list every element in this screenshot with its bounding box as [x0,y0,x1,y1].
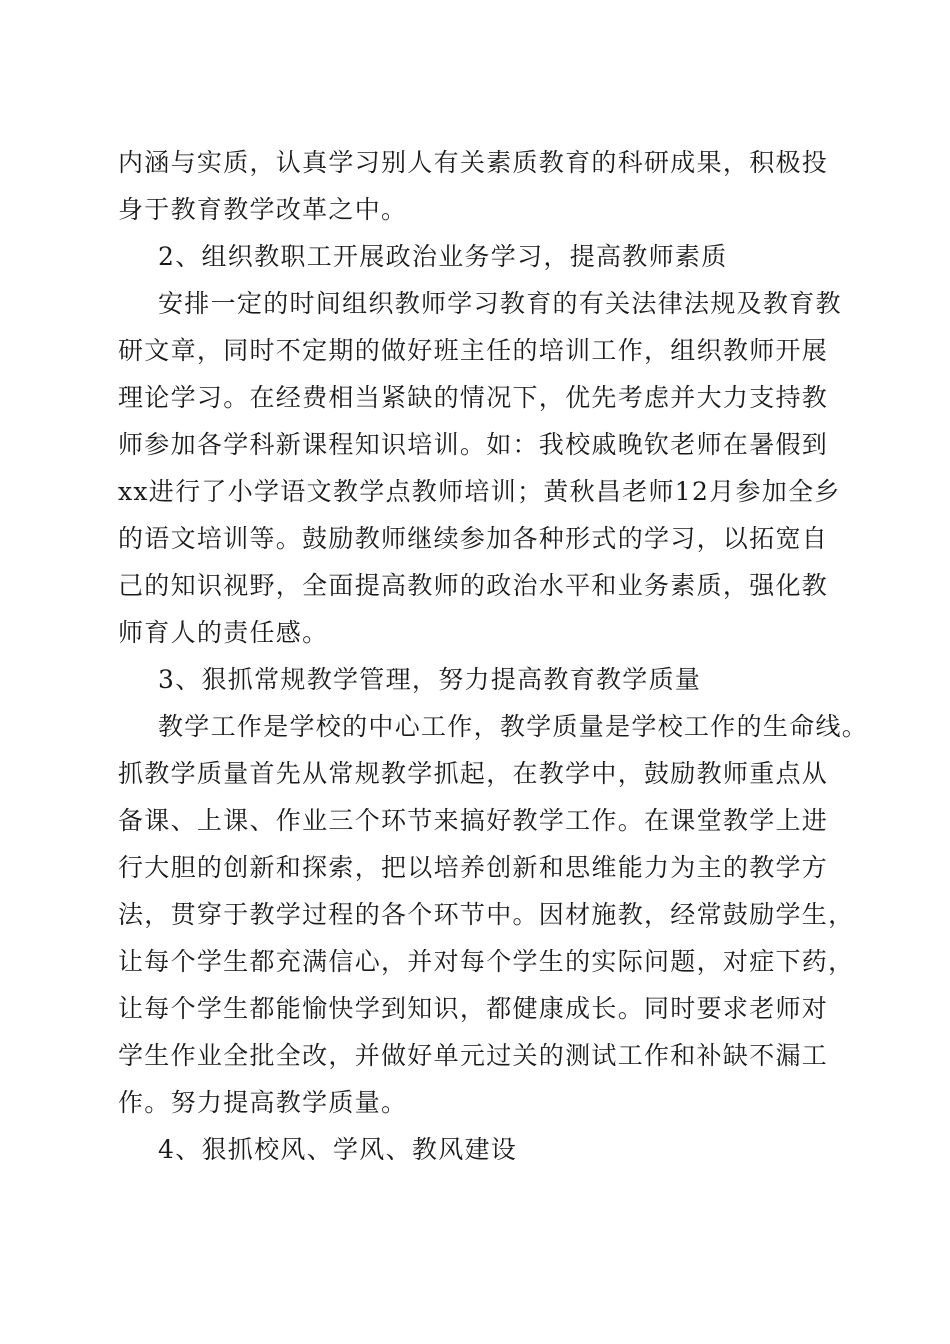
paragraph-line: 的语文培训等。鼓励教师继续参加各种形式的学习，以拓宽自 [118,524,829,553]
paragraph-line: 让每个学生都能愉快学到知识，都健康成长。同时要求老师对 [118,994,829,1023]
paragraph-line: 研文章，同时不定期的做好班主任的培训工作，组织教师开展 [118,336,829,365]
paragraph-line: 备课、上课、作业三个环节来搞好教学工作。在课堂教学上进 [118,806,829,835]
paragraph-line: 抓教学质量首先从常规教学抓起，在教学中，鼓励教师重点从 [118,759,829,788]
paragraph-line: 内涵与实质，认真学习别人有关素质教育的科研成果，积极投 [118,148,829,177]
paragraph-line: 师参加各学科新课程知识培训。如：我校戚晚钦老师在暑假到 [118,430,829,459]
paragraph-line: xx进行了小学语文教学点教师培训；黄秋昌老师12月参加全乡 [118,477,841,506]
paragraph-line: 己的知识视野，全面提高教师的政治水平和业务素质，强化教 [118,571,829,600]
paragraph-line: 理论学习。在经费相当紧缺的情况下，优先考虑并大力支持教 [118,383,829,412]
paragraph-line: 学生作业全批全改，并做好单元过关的测试工作和补缺不漏工 [118,1041,829,1070]
paragraph-line: 让每个学生都充满信心，并对每个学生的实际问题，对症下药， [118,947,855,976]
paragraph-line: 身于教育教学改革之中。 [118,195,408,224]
paragraph-line: 行大胆的创新和探索，把以培养创新和思维能力为主的教学方 [118,853,829,882]
paragraph-line: 法，贯穿于教学过程的各个环节中。因材施教，经常鼓励学生， [118,900,855,929]
paragraph-line: 教学工作是学校的中心工作，教学质量是学校工作的生命线。 [158,712,869,741]
section-heading-2: 2、组织教职工开展政治业务学习，提高教师素质 [158,242,728,271]
paragraph-line: 安排一定的时间组织教师学习教育的有关法律法规及教育教 [158,289,842,318]
section-heading-3: 3、狠抓常规教学管理，努力提高教育教学质量 [158,665,702,694]
section-heading-4: 4、狠抓校风、学风、教风建设 [158,1135,518,1164]
paragraph-line: 作。努力提高教学质量。 [118,1088,408,1117]
paragraph-line: 师育人的责任感。 [118,618,329,647]
document-body [118,143,869,1177]
